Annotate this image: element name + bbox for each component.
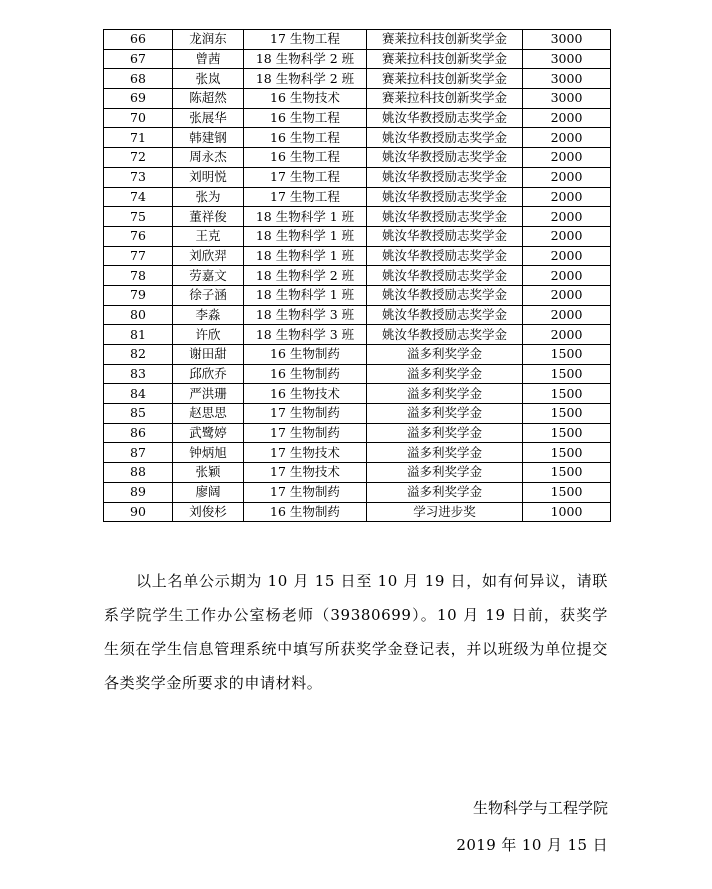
cell-amount: 1500 bbox=[523, 423, 611, 443]
cell-number: 78 bbox=[104, 266, 173, 286]
cell-amount: 2000 bbox=[523, 325, 611, 345]
cell-amount: 2000 bbox=[523, 128, 611, 148]
cell-name: 廖阔 bbox=[173, 482, 244, 502]
table-row bbox=[104, 49, 611, 69]
table-row bbox=[104, 345, 611, 365]
cell-number: 90 bbox=[104, 502, 173, 522]
cell-amount: 2000 bbox=[523, 148, 611, 168]
cell-name: 赵思思 bbox=[173, 404, 244, 424]
table-row bbox=[104, 128, 611, 148]
cell-class: 18 生物科学 2 班 bbox=[244, 266, 367, 286]
table-row bbox=[104, 325, 611, 345]
cell-name: 劳嘉文 bbox=[173, 266, 244, 286]
cell-award: 溢多利奖学金 bbox=[367, 443, 523, 463]
cell-award: 赛莱拉科技创新奖学金 bbox=[367, 30, 523, 50]
cell-name: 许欣 bbox=[173, 325, 244, 345]
cell-award: 姚汝华教授励志奖学金 bbox=[367, 167, 523, 187]
cell-award: 溢多利奖学金 bbox=[367, 364, 523, 384]
cell-name: 钟炳旭 bbox=[173, 443, 244, 463]
cell-class: 16 生物技术 bbox=[244, 384, 367, 404]
cell-amount: 2000 bbox=[523, 226, 611, 246]
scholarship-table bbox=[103, 29, 611, 522]
cell-class: 17 生物工程 bbox=[244, 167, 367, 187]
cell-number: 73 bbox=[104, 167, 173, 187]
cell-number: 86 bbox=[104, 423, 173, 443]
cell-number: 88 bbox=[104, 463, 173, 483]
cell-class: 18 生物科学 1 班 bbox=[244, 207, 367, 227]
table-row bbox=[104, 246, 611, 266]
cell-award: 姚汝华教授励志奖学金 bbox=[367, 148, 523, 168]
cell-number: 83 bbox=[104, 364, 173, 384]
cell-award: 溢多利奖学金 bbox=[367, 345, 523, 365]
cell-class: 16 生物工程 bbox=[244, 108, 367, 128]
cell-class: 16 生物制药 bbox=[244, 364, 367, 384]
cell-class: 16 生物工程 bbox=[244, 148, 367, 168]
cell-class: 18 生物科学 1 班 bbox=[244, 226, 367, 246]
cell-number: 76 bbox=[104, 226, 173, 246]
cell-amount: 1500 bbox=[523, 364, 611, 384]
cell-class: 17 生物技术 bbox=[244, 463, 367, 483]
table-row bbox=[104, 266, 611, 286]
table-row bbox=[104, 404, 611, 424]
signature-date: 2019 年 10 月 15 日 bbox=[456, 836, 608, 854]
table-row bbox=[104, 443, 611, 463]
cell-name: 邱欣乔 bbox=[173, 364, 244, 384]
cell-award: 姚汝华教授励志奖学金 bbox=[367, 246, 523, 266]
signature-organization: 生物科学与工程学院 bbox=[472, 799, 608, 817]
cell-name: 刘明悦 bbox=[173, 167, 244, 187]
cell-number: 87 bbox=[104, 443, 173, 463]
cell-amount: 2000 bbox=[523, 266, 611, 286]
cell-award: 姚汝华教授励志奖学金 bbox=[367, 226, 523, 246]
table-row bbox=[104, 30, 611, 50]
cell-amount: 1000 bbox=[523, 502, 611, 522]
cell-class: 16 生物工程 bbox=[244, 128, 367, 148]
cell-amount: 3000 bbox=[523, 49, 611, 69]
cell-amount: 3000 bbox=[523, 30, 611, 50]
cell-amount: 1500 bbox=[523, 463, 611, 483]
cell-name: 曾茜 bbox=[173, 49, 244, 69]
cell-award: 姚汝华教授励志奖学金 bbox=[367, 305, 523, 325]
table-row bbox=[104, 108, 611, 128]
cell-award: 溢多利奖学金 bbox=[367, 384, 523, 404]
cell-amount: 3000 bbox=[523, 89, 611, 109]
cell-number: 85 bbox=[104, 404, 173, 424]
cell-number: 77 bbox=[104, 246, 173, 266]
cell-amount: 1500 bbox=[523, 482, 611, 502]
cell-class: 17 生物工程 bbox=[244, 187, 367, 207]
table-row bbox=[104, 148, 611, 168]
cell-award: 溢多利奖学金 bbox=[367, 404, 523, 424]
cell-name: 张颖 bbox=[173, 463, 244, 483]
cell-award: 姚汝华教授励志奖学金 bbox=[367, 325, 523, 345]
cell-class: 18 生物科学 3 班 bbox=[244, 305, 367, 325]
cell-number: 80 bbox=[104, 305, 173, 325]
cell-amount: 2000 bbox=[523, 187, 611, 207]
cell-award: 姚汝华教授励志奖学金 bbox=[367, 128, 523, 148]
cell-class: 16 生物制药 bbox=[244, 502, 367, 522]
cell-number: 84 bbox=[104, 384, 173, 404]
cell-number: 81 bbox=[104, 325, 173, 345]
cell-number: 89 bbox=[104, 482, 173, 502]
table-row bbox=[104, 502, 611, 522]
scholarship-table-body bbox=[104, 30, 611, 522]
cell-class: 18 生物科学 3 班 bbox=[244, 325, 367, 345]
cell-number: 71 bbox=[104, 128, 173, 148]
table-row bbox=[104, 423, 611, 443]
cell-number: 79 bbox=[104, 285, 173, 305]
cell-number: 72 bbox=[104, 148, 173, 168]
cell-amount: 2000 bbox=[523, 285, 611, 305]
cell-amount: 2000 bbox=[523, 246, 611, 266]
cell-name: 谢田甜 bbox=[173, 345, 244, 365]
cell-class: 17 生物工程 bbox=[244, 30, 367, 50]
cell-name: 张展华 bbox=[173, 108, 244, 128]
cell-award: 学习进步奖 bbox=[367, 502, 523, 522]
cell-number: 70 bbox=[104, 108, 173, 128]
cell-class: 17 生物制药 bbox=[244, 404, 367, 424]
cell-number: 74 bbox=[104, 187, 173, 207]
cell-class: 18 生物科学 2 班 bbox=[244, 69, 367, 89]
cell-amount: 2000 bbox=[523, 108, 611, 128]
cell-name: 龙润东 bbox=[173, 30, 244, 50]
cell-name: 张岚 bbox=[173, 69, 244, 89]
cell-class: 17 生物制药 bbox=[244, 423, 367, 443]
cell-award: 溢多利奖学金 bbox=[367, 482, 523, 502]
cell-award: 溢多利奖学金 bbox=[367, 463, 523, 483]
cell-name: 韩建钢 bbox=[173, 128, 244, 148]
cell-award: 姚汝华教授励志奖学金 bbox=[367, 187, 523, 207]
cell-number: 75 bbox=[104, 207, 173, 227]
table-row bbox=[104, 384, 611, 404]
cell-amount: 2000 bbox=[523, 207, 611, 227]
cell-name: 刘欣羿 bbox=[173, 246, 244, 266]
table-row bbox=[104, 463, 611, 483]
cell-award: 赛莱拉科技创新奖学金 bbox=[367, 89, 523, 109]
cell-class: 18 生物科学 1 班 bbox=[244, 246, 367, 266]
cell-number: 69 bbox=[104, 89, 173, 109]
cell-award: 赛莱拉科技创新奖学金 bbox=[367, 69, 523, 89]
table-row bbox=[104, 364, 611, 384]
cell-class: 17 生物制药 bbox=[244, 482, 367, 502]
cell-name: 王克 bbox=[173, 226, 244, 246]
table-row bbox=[104, 226, 611, 246]
cell-name: 周永杰 bbox=[173, 148, 244, 168]
table-row bbox=[104, 89, 611, 109]
cell-number: 66 bbox=[104, 30, 173, 50]
cell-name: 李淼 bbox=[173, 305, 244, 325]
cell-number: 67 bbox=[104, 49, 173, 69]
cell-amount: 1500 bbox=[523, 345, 611, 365]
cell-class: 16 生物技术 bbox=[244, 89, 367, 109]
notice-paragraph: 以上名单公示期为 10 月 15 日至 10 月 19 日，如有何异议，请联系学院学生工作办公室杨老师（39380699）。10 月 19 日前，获奖学生须在学生信息管理系统中填写所获奖学金登记表，并以班级为单位提交各类奖学金所要求的申请材料。 bbox=[104, 572, 608, 692]
cell-award: 赛莱拉科技创新奖学金 bbox=[367, 49, 523, 69]
table-row bbox=[104, 69, 611, 89]
table-row bbox=[104, 285, 611, 305]
cell-name: 武鹭婷 bbox=[173, 423, 244, 443]
cell-name: 徐子涵 bbox=[173, 285, 244, 305]
cell-name: 张为 bbox=[173, 187, 244, 207]
table-row bbox=[104, 482, 611, 502]
table-row bbox=[104, 187, 611, 207]
cell-amount: 2000 bbox=[523, 305, 611, 325]
table-row bbox=[104, 167, 611, 187]
cell-class: 18 生物科学 2 班 bbox=[244, 49, 367, 69]
cell-award: 姚汝华教授励志奖学金 bbox=[367, 285, 523, 305]
cell-number: 68 bbox=[104, 69, 173, 89]
table-row bbox=[104, 207, 611, 227]
cell-amount: 1500 bbox=[523, 384, 611, 404]
cell-class: 16 生物制药 bbox=[244, 345, 367, 365]
cell-amount: 1500 bbox=[523, 404, 611, 424]
cell-number: 82 bbox=[104, 345, 173, 365]
cell-class: 18 生物科学 1 班 bbox=[244, 285, 367, 305]
cell-amount: 3000 bbox=[523, 69, 611, 89]
cell-name: 陈超然 bbox=[173, 89, 244, 109]
cell-amount: 1500 bbox=[523, 443, 611, 463]
cell-award: 姚汝华教授励志奖学金 bbox=[367, 266, 523, 286]
cell-award: 姚汝华教授励志奖学金 bbox=[367, 108, 523, 128]
cell-name: 董祥俊 bbox=[173, 207, 244, 227]
cell-name: 刘俊杉 bbox=[173, 502, 244, 522]
cell-amount: 2000 bbox=[523, 167, 611, 187]
table-row bbox=[104, 305, 611, 325]
cell-award: 姚汝华教授励志奖学金 bbox=[367, 207, 523, 227]
cell-name: 严洪珊 bbox=[173, 384, 244, 404]
cell-award: 溢多利奖学金 bbox=[367, 423, 523, 443]
cell-class: 17 生物技术 bbox=[244, 443, 367, 463]
